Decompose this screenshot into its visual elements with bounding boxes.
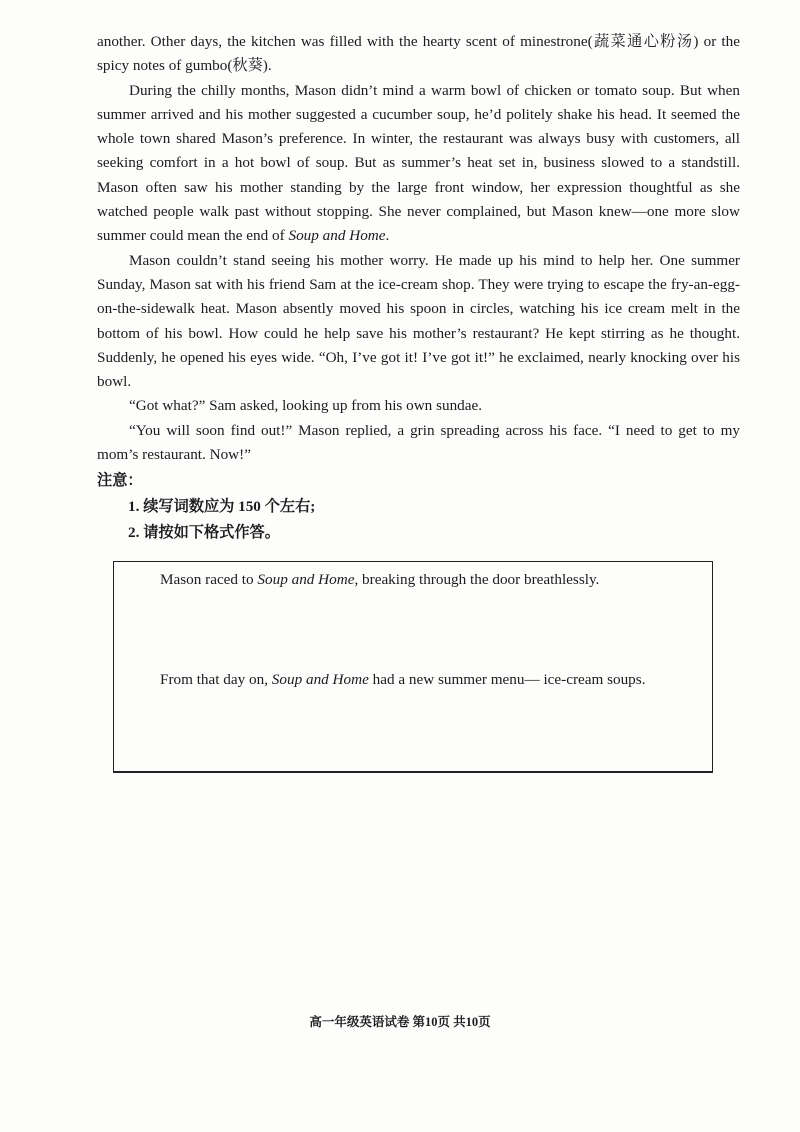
answer-box [113, 561, 713, 773]
opening-line-start: Mason raced to [160, 571, 258, 588]
instructions [97, 468, 315, 546]
story-passage [97, 30, 740, 467]
instruction-item-2: 2. 请按如下格式作答。 [128, 524, 280, 541]
passage-paragraph-2-end: . [385, 227, 390, 245]
opening-line-title: Soup and Home [257, 571, 355, 588]
passage-paragraph-1: another. Other days, the kitchen was filled with the hearty scent of minestrone(蔬菜通心粉汤) or the spicy notes of gumbo(秋葵). [97, 33, 740, 75]
page-footer: 高一年级英语试卷 第10页 共10页 [309, 1015, 491, 1029]
answer-second-paragraph-line [160, 671, 646, 689]
second-line-end: had a new summer menu— ice-cream soups. [368, 671, 646, 688]
second-line-title: Soup and Home [271, 671, 369, 688]
passage-paragraph-4: “Got what?” Sam asked, looking up from his own sundae. [129, 397, 483, 415]
passage-paragraph-3: Mason couldn’t stand seeing his mother worry. He made up his mind to help her. One summer Sunday, Mason sat with his friend Sam at the ice-cream shop. They were trying to escape the fry-an-egg-on-the-sidewalk heat. Mason absently moved his spoon in circles, watching his ice cream melt in the bottom of his bowl. How could he help save his mother’s restaurant? He kept stirring as he thought. Suddenly, he opened his eyes wide. “Oh, I’ve got it! I’ve got it!” he exclaimed, nearly knocking over his bowl. [97, 251, 740, 391]
passage-paragraph-2 [97, 79, 740, 249]
passage-paragraph-5: “You will soon find out!” Mason replied, a grin spreading across his face. “I need to get to my mom’s restaurant. Now!” [97, 421, 740, 464]
instruction-item-1: 1. 续写词数应为 150 个左右; [128, 498, 316, 515]
passage-paragraph-2-text: During the chilly months, Mason didn’t mind a warm bowl of chicken or tomato soup. But when summer arrived and his mother suggested a cucumber soup, he’d politely shake his head. It seemed the whole town shared Mason’s preference. In winter, the restaurant was always busy with customers, all seeking comfort in a hot bowl of soup. But as summer’s heat set in, business slowed to a standstill. Mason often saw his mother standing by the large front window, her expression thoughtful as she watched people walk past without stopping. She never complained, but Mason knew—one more slow summer could mean the end of [97, 81, 740, 245]
restaurant-name: Soup and Home [288, 227, 386, 245]
opening-line-end: , breaking through the door breathlessly. [354, 571, 600, 588]
instructions-heading: 注意： [97, 472, 143, 489]
second-line-start: From that day on, [160, 671, 272, 688]
answer-opening-line [160, 571, 599, 589]
